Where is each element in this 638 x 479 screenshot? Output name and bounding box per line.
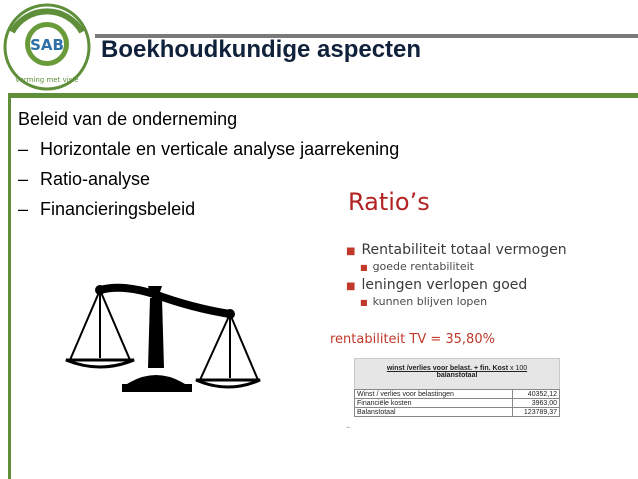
table-cell-value: 123789,37 [513, 408, 560, 417]
ratio-sub-bullet [360, 260, 567, 273]
table-row [355, 390, 560, 399]
ratio-bullet-label: leningen verlopen goed [361, 277, 528, 293]
balance-scale-icon [62, 268, 262, 418]
list-item-label: Ratio-analyse [40, 169, 151, 189]
table-cell-value: 3963,00 [513, 399, 560, 408]
formula-numerator-text: winst /verlies voor belast. + fin. Kost [386, 365, 509, 372]
formula-denominator: balanstotaal [436, 372, 478, 379]
table-row [355, 399, 560, 408]
ratio-list [346, 242, 567, 312]
table-cell-label: Winst / verlies voor belastingen [355, 390, 513, 399]
ratio-table [354, 389, 560, 417]
table-row [355, 408, 560, 417]
table-cell-value: 40352,12 [513, 390, 560, 399]
dash-marker: – [18, 139, 29, 159]
bullet-heading: Beleid van de onderneming [18, 109, 238, 129]
sab-logo-icon [2, 2, 92, 92]
ratio-slide-image [330, 180, 590, 430]
table-cell-label: Balanstotaal [355, 408, 513, 417]
list-item-label: Horizontale en verticale analyse jaarrekening [40, 139, 400, 159]
tiny-arrow-mark: ← [346, 424, 352, 430]
ratio-title: Ratio’s [348, 188, 430, 216]
logo-text: SAB [30, 36, 64, 54]
square-bullet-icon: ■ [360, 263, 368, 272]
square-bullet-icon: ■ [346, 246, 356, 257]
ratio-bullet [346, 277, 567, 293]
formula-numerator [355, 365, 559, 372]
list-item [18, 134, 399, 164]
square-bullet-icon: ■ [346, 281, 356, 292]
table-cell-label: Financiële kosten [355, 399, 513, 408]
dash-marker: – [18, 169, 29, 189]
ratio-bullet-label: Rentabiliteit totaal vermogen [361, 242, 567, 258]
left-accent-bar [8, 98, 11, 479]
list-item-label: Financieringsbeleid [40, 199, 196, 219]
dash-marker: – [18, 199, 29, 219]
formula-box [354, 358, 560, 390]
formula-label: rentabiliteit TV = 35,80% [330, 332, 495, 347]
page-title: Boekhoudkundige aspecten [101, 36, 422, 63]
header-divider [8, 93, 638, 98]
ratio-sub-bullet [360, 295, 567, 308]
ratio-bullet [346, 242, 567, 258]
ratio-sub-label: goede rentabiliteit [372, 260, 474, 273]
ratio-sub-label: kunnen blijven lopen [372, 295, 488, 308]
logo-ring-text: vorming met visie [15, 76, 79, 84]
square-bullet-icon: ■ [360, 298, 368, 307]
formula-multiplier: x 100 [510, 365, 528, 372]
